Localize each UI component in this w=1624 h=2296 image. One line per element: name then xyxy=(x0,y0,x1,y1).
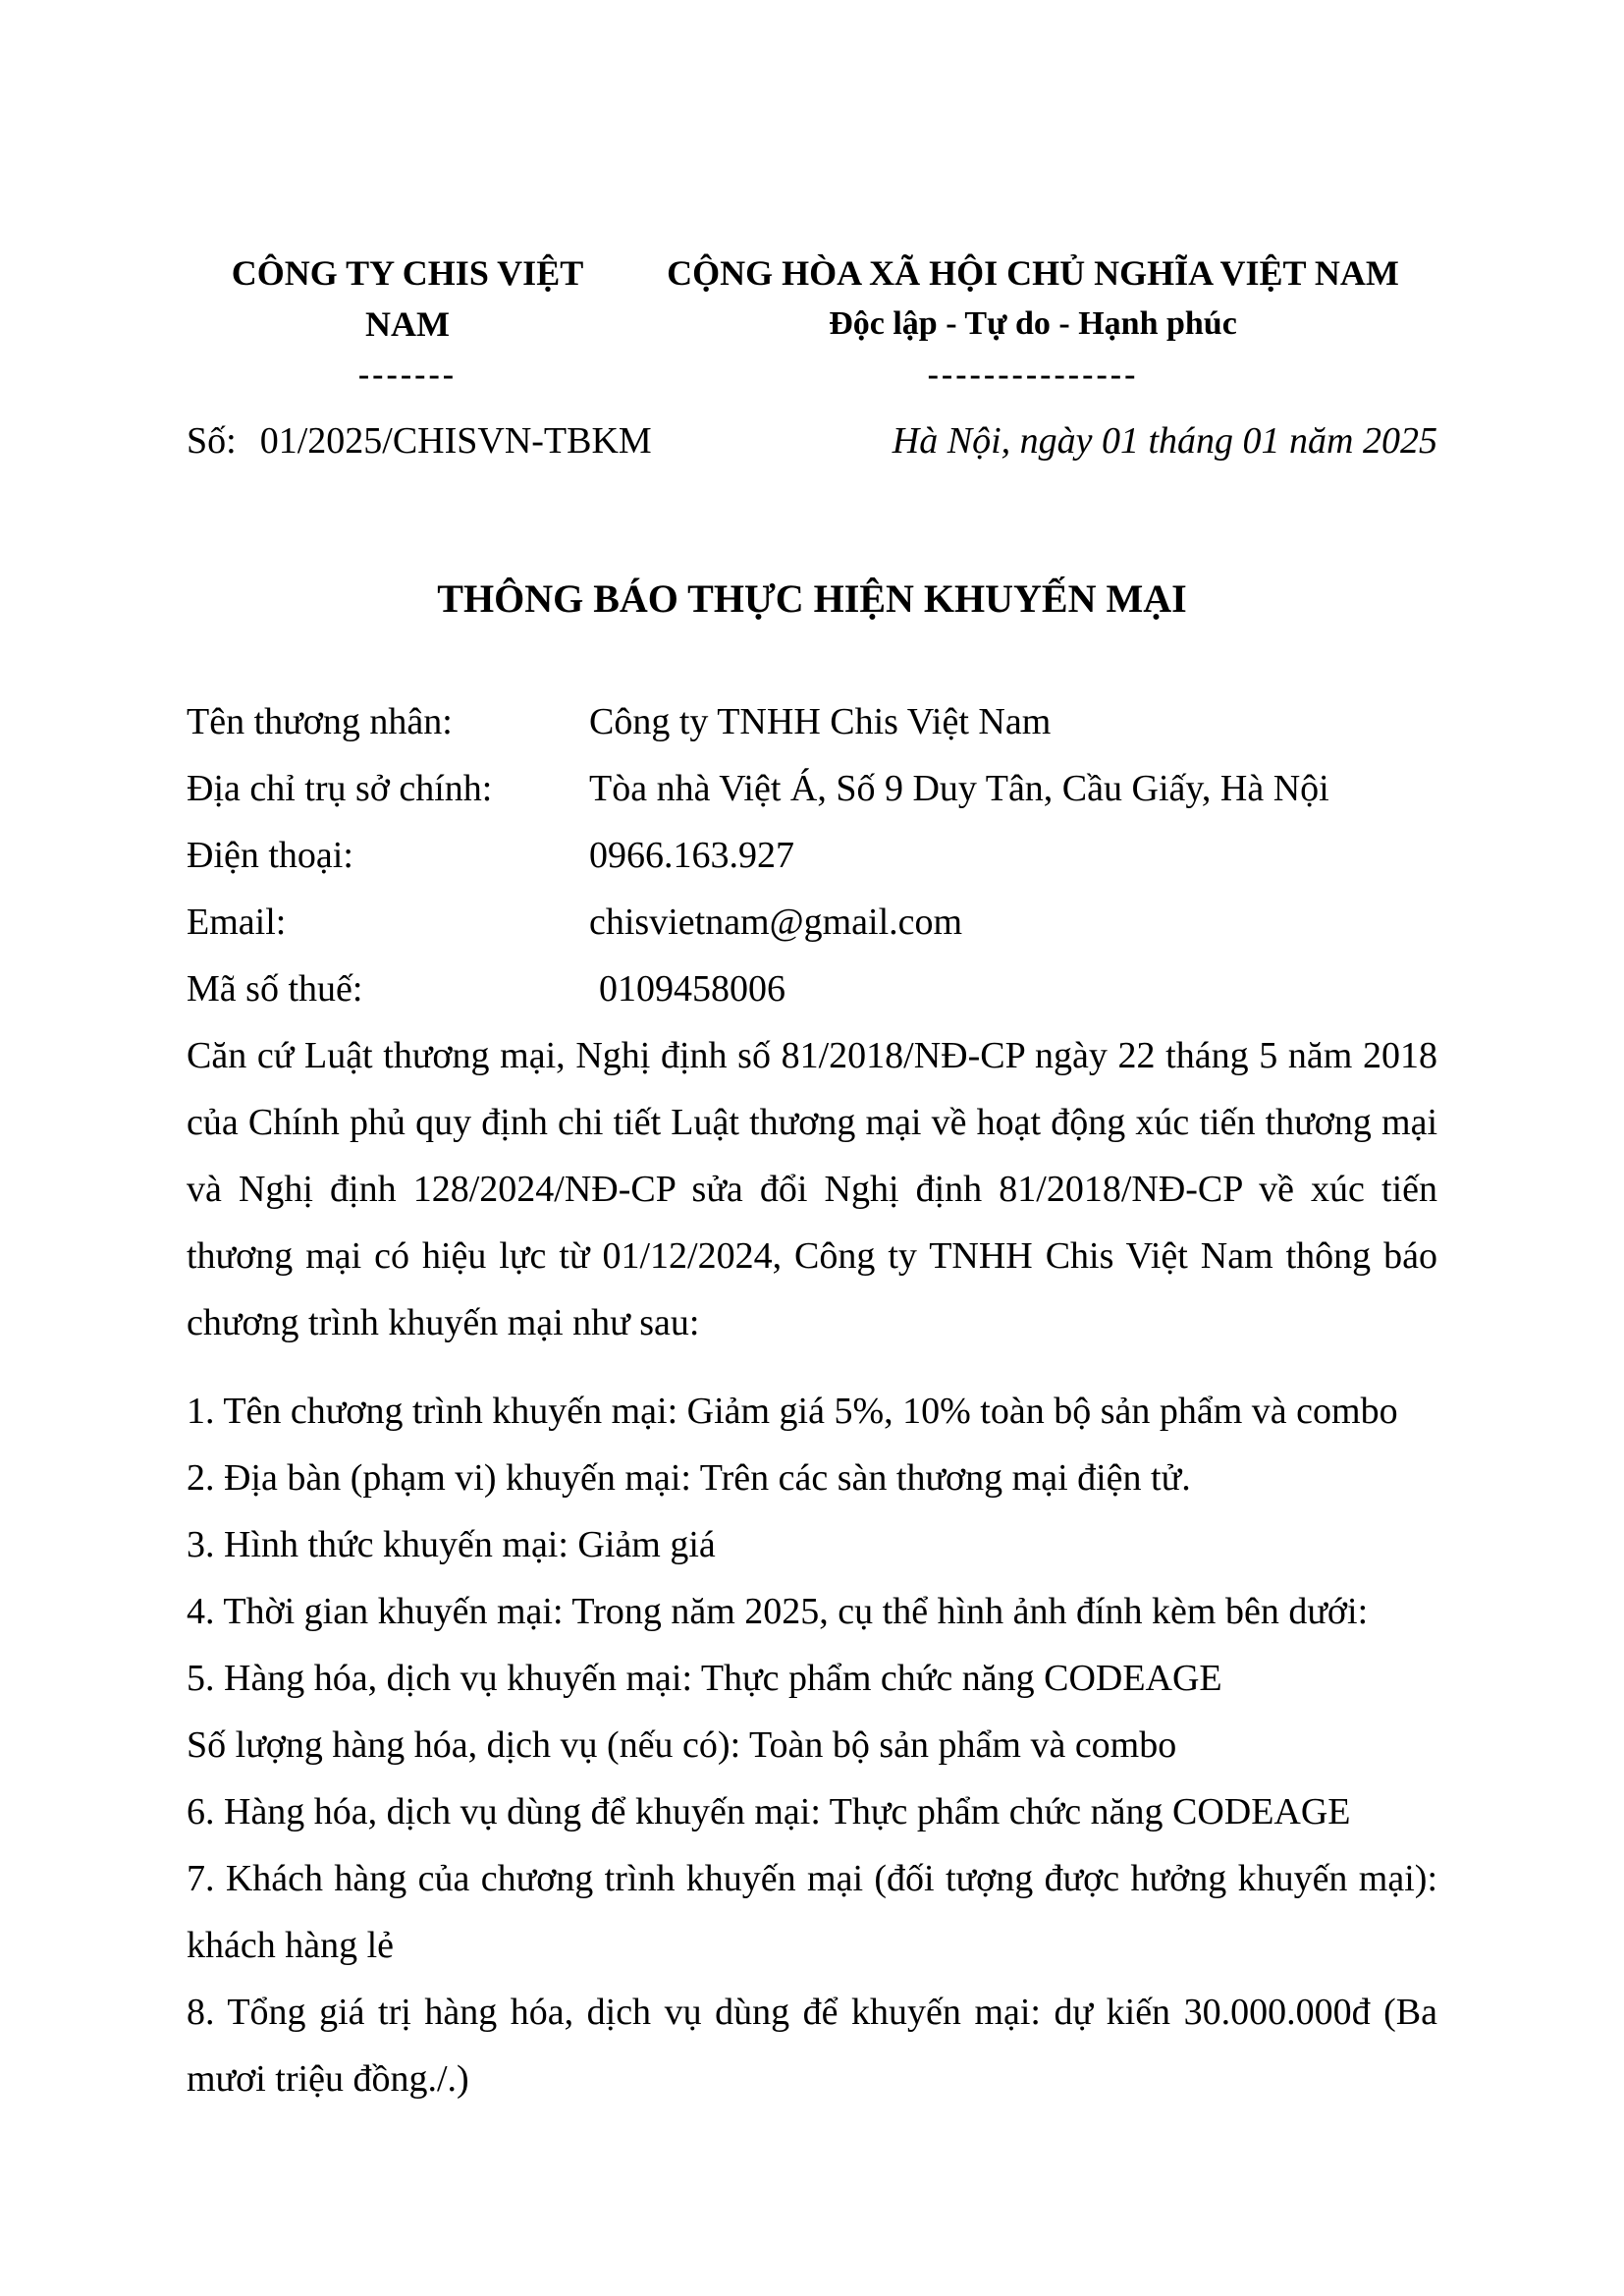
info-row-tax-code xyxy=(187,956,1437,1022)
company-name: CÔNG TY CHIS VIỆT NAM xyxy=(231,253,584,344)
promotion-item-8: 8. Tổng giá trị hàng hóa, dịch vụ dùng để khuyến mại: dự kiến 30.000.000đ (Ba mươi triệu đồng./.) xyxy=(187,1992,1437,2100)
info-label: Tên thương nhân: xyxy=(187,701,453,742)
promotion-item-quantity: Số lượng hàng hóa, dịch vụ (nếu có): Toàn bộ sản phẩm và combo xyxy=(187,1724,1177,1766)
header-company-block xyxy=(187,247,628,401)
info-label: Mã số thuế: xyxy=(187,968,363,1010)
info-label: Điện thoại: xyxy=(187,835,353,876)
document-body xyxy=(187,688,1437,2112)
promotion-item-7: 7. Khách hàng của chương trình khuyến mại (đối tượng được hưởng khuyến mại): khách hàng lẻ xyxy=(187,1858,1437,1966)
info-label: Địa chỉ trụ sở chính: xyxy=(187,768,493,809)
info-value: 0966.163.927 xyxy=(589,835,794,876)
info-value: Công ty TNHH Chis Việt Nam xyxy=(589,701,1052,742)
promotion-item-2: 2. Địa bàn (phạm vi) khuyến mại: Trên các sàn thương mại điện tử. xyxy=(187,1457,1191,1499)
legal-basis-paragraph: Căn cứ Luật thương mại, Nghị định số 81/2018/NĐ-CP ngày 22 tháng 5 năm 2018 của Chính phủ quy định chi tiết Luật thương mại về hoạt động xúc tiến thương mại và Nghị định 128/2024/NĐ-CP sửa đổi Nghị định 81/2018/NĐ-CP về xúc tiến thương mại có hiệu lực từ 01/12/2024, Công ty TNHH Chis Việt Nam thông báo chương trình khuyến mại như sau: xyxy=(187,1035,1437,1343)
place-date: Hà Nội, ngày 01 tháng 01 năm 2025 xyxy=(892,420,1437,462)
motto-separator: --------------- xyxy=(927,356,1139,393)
document-title: THÔNG BÁO THỰC HIỆN KHUYẾN MẠI xyxy=(437,576,1187,621)
document-number-label: Số: xyxy=(187,420,237,462)
info-value: chisvietnam@gmail.com xyxy=(589,902,963,943)
document-header xyxy=(187,247,1437,401)
info-row-trader-name xyxy=(187,688,1437,755)
promotion-item-6: 6. Hàng hóa, dịch vụ dùng để khuyến mại: Thực phẩm chức năng CODEAGE xyxy=(187,1791,1351,1832)
meta-row xyxy=(187,413,1437,468)
national-motto: Độc lập - Tự do - Hạnh phúc xyxy=(829,305,1237,342)
info-value: 0109458006 xyxy=(599,968,785,1010)
info-value: Tòa nhà Việt Á, Số 9 Duy Tân, Cầu Giấy, Hà Nội xyxy=(589,768,1329,809)
national-title: CỘNG HÒA XÃ HỘI CHỦ NGHĨA VIỆT NAM xyxy=(667,253,1399,293)
promotion-item-1: 1. Tên chương trình khuyến mại: Giảm giá 5%, 10% toàn bộ sản phẩm và combo xyxy=(187,1391,1398,1432)
info-label: Email: xyxy=(187,902,287,943)
header-national-block xyxy=(628,247,1437,401)
document-number-value: 01/2025/CHISVN-TBKM xyxy=(259,420,652,462)
promotion-item-3: 3. Hình thức khuyến mại: Giảm giá xyxy=(187,1524,716,1565)
document-number xyxy=(187,413,652,468)
info-row-phone xyxy=(187,822,1437,889)
company-separator: ------- xyxy=(357,356,458,393)
info-row-address xyxy=(187,755,1437,822)
info-row-email xyxy=(187,889,1437,956)
promotion-item-5: 5. Hàng hóa, dịch vụ khuyến mại: Thực phẩm chức năng CODEAGE xyxy=(187,1658,1222,1699)
promotion-item-4: 4. Thời gian khuyến mại: Trong năm 2025, cụ thể hình ảnh đính kèm bên dưới: xyxy=(187,1591,1369,1632)
